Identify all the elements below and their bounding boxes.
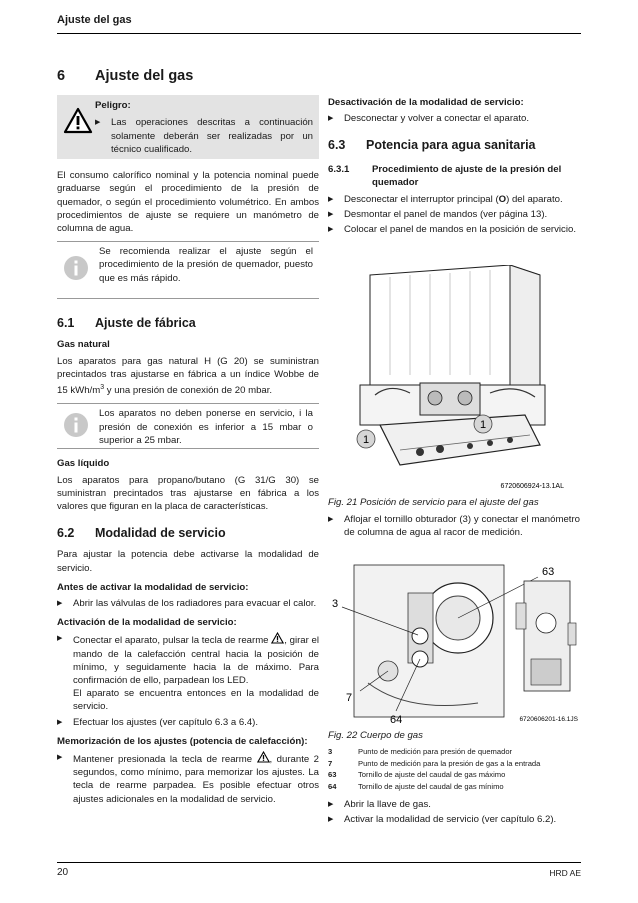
info-note-1-text: Se recomienda realizar el ajuste según el procedimiento de la presión de quemador, puesto que es más rápido. bbox=[99, 246, 313, 284]
activation-title: Activación de la modalidad de servicio: bbox=[57, 617, 237, 629]
figure-22-caption: Fig. 22 Cuerpo de gas bbox=[328, 730, 423, 741]
right-column bbox=[328, 96, 580, 243]
info-note-2 bbox=[57, 403, 319, 449]
legend-row: 7 Punto de medición para la presión de gas a la entrada bbox=[328, 758, 541, 768]
boiler-service-position-figure bbox=[340, 265, 570, 493]
memorization-title: Memorización de los ajustes (potencia de calefacción): bbox=[57, 735, 308, 747]
page-number: 20 bbox=[57, 867, 69, 878]
model-code: HRD AE bbox=[549, 868, 581, 878]
step-main-switch: ▶ Desconectar el interruptor principal (O) del aparato. bbox=[328, 193, 580, 206]
label-63: 63 bbox=[542, 566, 555, 578]
figure-21-caption: Fig. 21 Posición de servicio para el ajuste del gas bbox=[328, 497, 539, 508]
section-6-3-heading: 6.3 Potencia para agua sanitaria bbox=[328, 138, 536, 153]
section-6-2-heading: 6.2 Modalidad de servicio bbox=[57, 526, 226, 541]
legend-row: 64 Tornillo de ajuste del caudal de gas mínimo bbox=[328, 781, 504, 791]
intro-paragraph: El consumo calorífico nominal y la potencia nominal puede graduarse según el procedimiento de la presión de quemador, o según el procedimiento volumétrico. En ambos procedimientos de ajuste se requiere un manómetro de columna de agua. bbox=[57, 170, 319, 235]
activation-item: ▶ Conectar el aparato, pulsar la tecla de rearme , girar el mando de la calefacción central hacia la posición de mínimo, y seguidamente hacia la de máximo. Para confirmación de ello, parpadean los LED. El aparato se encuentra entonces en la modalidad de servicio. bbox=[57, 632, 319, 713]
figure-21-code: 6720606924-13.1AL bbox=[500, 483, 564, 490]
activation-item-2: ▶ Efectuar los ajustes (ver capítulo 6.3 a 6.4). bbox=[57, 716, 319, 729]
loosen-screw-step: ▶ Aflojar el tornillo obturador (3) y conectar el manómetro de columna de agua al racor de medición. bbox=[328, 513, 580, 539]
open-gas-tap-step: ▶ Abrir la llave de gas. bbox=[328, 798, 580, 811]
info-icon bbox=[63, 255, 89, 281]
gas-liquido-text: Los aparatos para propano/butano (G 31/G 30) se suministran precintados tras ajustarse en fábrica a los valores que figuran en la placa de características. bbox=[57, 474, 319, 513]
figure-22-legend bbox=[328, 746, 580, 792]
step-service-position: ▶ Colocar el panel de mandos en la posición de servicio. bbox=[328, 223, 580, 236]
section-6-1-heading: 6.1 Ajuste de fábrica bbox=[57, 316, 196, 331]
deactivation-title: Desactivación de la modalidad de servicio: bbox=[328, 97, 524, 108]
before-activation-title: Antes de activar la modalidad de servicio: bbox=[57, 581, 249, 593]
section-6-3-1-heading: 6.3.1 Procedimiento de ajuste de la presión del quemador bbox=[328, 163, 562, 188]
memorization-item: ▶ Mantener presionada la tecla de rearme , durante 2 segundos, como mínimo, para memorizar los ajustes. La tecla de rearme parpadea. Es posible efectuar otros ajustes adicionales en la modalidad de servicio. bbox=[57, 751, 319, 806]
gas-valve-figure bbox=[328, 563, 580, 725]
warning-triangle-icon bbox=[63, 107, 93, 134]
step-remove-panel: ▶ Desmontar el panel de mandos (ver página 13). bbox=[328, 208, 580, 221]
info-note-2-text: Los aparatos no deben ponerse en servicio, i la presión de conexión es inferior a 15 mbar o superior a 25 mbar. bbox=[99, 408, 313, 446]
label-64: 64 bbox=[390, 714, 403, 725]
callout-1-right: 1 bbox=[479, 419, 487, 431]
gas-natural-text: Los aparatos para gas natural H (G 20) se suministran precintados tras ajustarse en fábrica a un índice Wobbe de 15 kWh/$m^3$ y una presión de conexión de 20 mbar. bbox=[57, 355, 319, 397]
info-note-1 bbox=[57, 241, 319, 299]
activate-service-step: ▶ Activar la modalidad de servicio (ver capítulo 6.2). bbox=[328, 813, 580, 826]
running-header: Ajuste del gas bbox=[57, 14, 132, 26]
gas-natural-title: Gas natural bbox=[57, 339, 110, 351]
before-activation-item: ▶ Abrir las válvulas de los radiadores para evacuar el calor. bbox=[57, 597, 319, 610]
label-3: 3 bbox=[332, 598, 339, 610]
footer-rule bbox=[57, 862, 581, 863]
callout-1-left: 1 bbox=[362, 434, 370, 446]
reset-warning-icon bbox=[271, 632, 284, 644]
after-figure-21 bbox=[328, 513, 580, 545]
header-rule bbox=[57, 33, 581, 34]
figure-22-code: 6720606201-16.1JS bbox=[519, 716, 578, 723]
reset-warning-icon bbox=[257, 751, 270, 763]
final-steps bbox=[328, 798, 580, 832]
info-icon bbox=[63, 412, 89, 438]
section-6-heading: 6 Ajuste del gas bbox=[57, 68, 194, 84]
label-7: 7 bbox=[346, 692, 353, 704]
danger-title: Peligro: bbox=[95, 100, 131, 112]
deactivation-item: ▶ Desconectar y volver a conectar el aparato. bbox=[328, 112, 580, 125]
left-column bbox=[57, 70, 319, 812]
section-6-2-text: Para ajustar la potencia debe activarse la modalidad de servicio. bbox=[57, 549, 319, 574]
danger-box bbox=[57, 95, 319, 159]
gas-liquido-title: Gas líquido bbox=[57, 458, 110, 470]
legend-row: 63 Tornillo de ajuste del caudal de gas máximo bbox=[328, 770, 506, 779]
danger-text: ▶ Las operaciones descritas a continuación solamente deberán ser realizadas por un técnico cualificado. bbox=[95, 116, 313, 156]
legend-row: 3 Punto de medición para presión de quemador bbox=[328, 747, 513, 756]
